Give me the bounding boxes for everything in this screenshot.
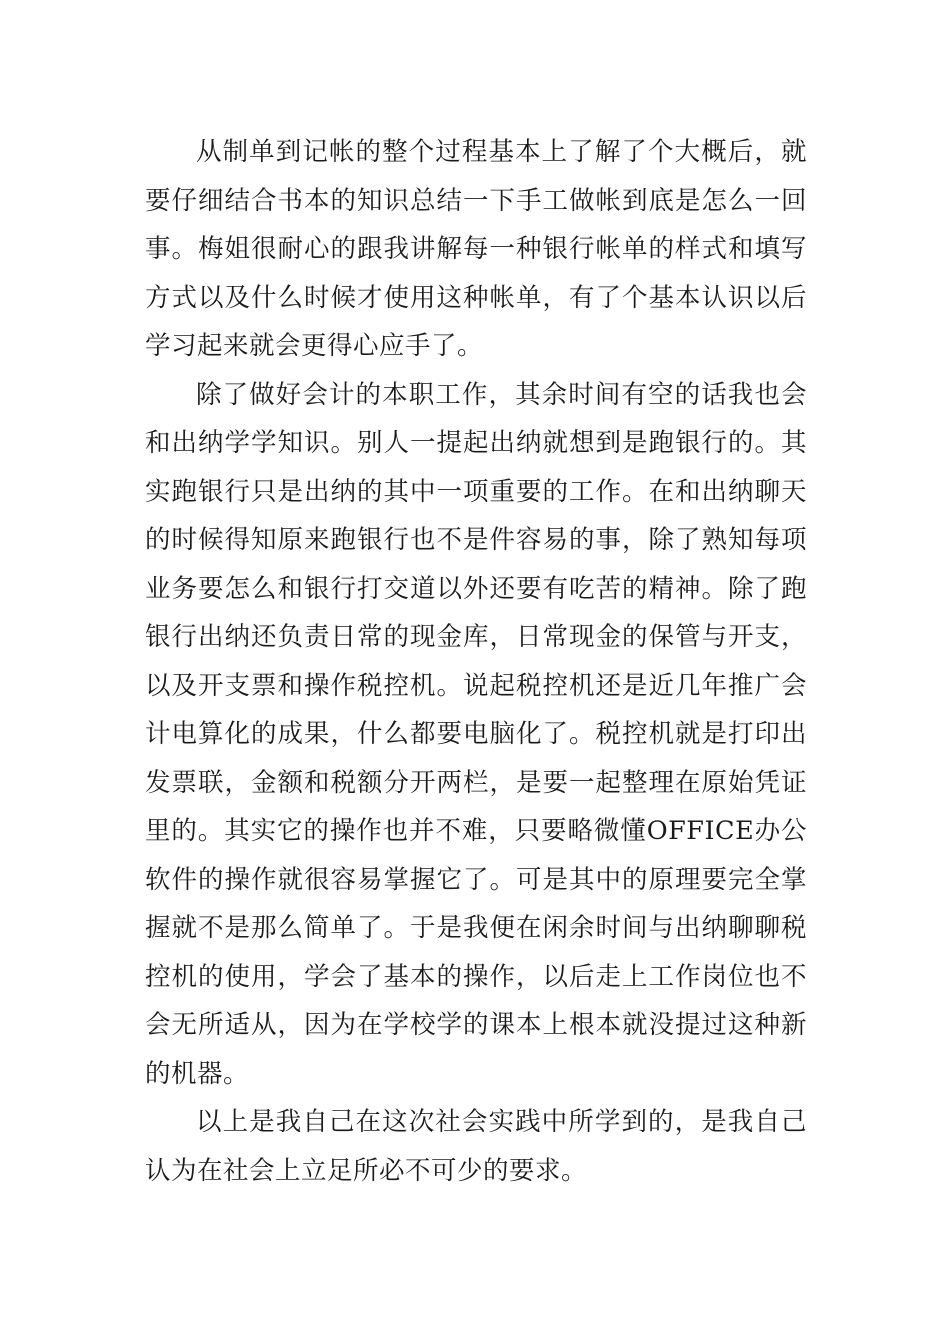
paragraph-1: 从制单到记帐的整个过程基本上了解了个大概后，就要仔细结合书本的知识总结一下手工做帐到底是怎么一回事。梅姐很耐心的跟我讲解每一种银行帐单的样式和填写方式以及什么时候才使用这种帐单，有了个基本认识以后学习起来就会更得心应手了。 xyxy=(145,137,807,361)
paragraph-2: 除了做好会计的本职工作，其余时间有空的话我也会和出纳学学知识。别人一提起出纳就想到是跑银行的。其实跑银行只是出纳的其中一项重要的工作。在和出纳聊天的时候得知原来跑银行也不是件容易的事，除了熟知每项业务要怎么和银行打交道以外还要有吃苦的精神。除了跑银行出纳还负责日常的现金库，日常现金的保管与开支，以及开支票和操作税控机。说起税控机还是近几年推广会计电算化的成果，什么都要电脑化了。税控机就是打印出发票联，金额和税额分开两栏，是要一起整理在原始凭证里的。其实它的操作也并不难，只要略微懂OFFICE办公软件的操作就很容易掌握它了。可是其中的原理要完全掌握就不是那么简单了。于是我便在闲余时间与出纳聊聊税控机的使用，学会了基本的操作，以后走上工作岗位也不会无所适从，因为在学校学的课本上根本就没提过这种新的机器。 xyxy=(145,379,807,1089)
paragraph-3: 以上是我自己在这次社会实践中所学到的，是我自己认为在社会上立足所必不可少的要求。 xyxy=(145,1107,807,1186)
body-text xyxy=(145,128,807,1195)
